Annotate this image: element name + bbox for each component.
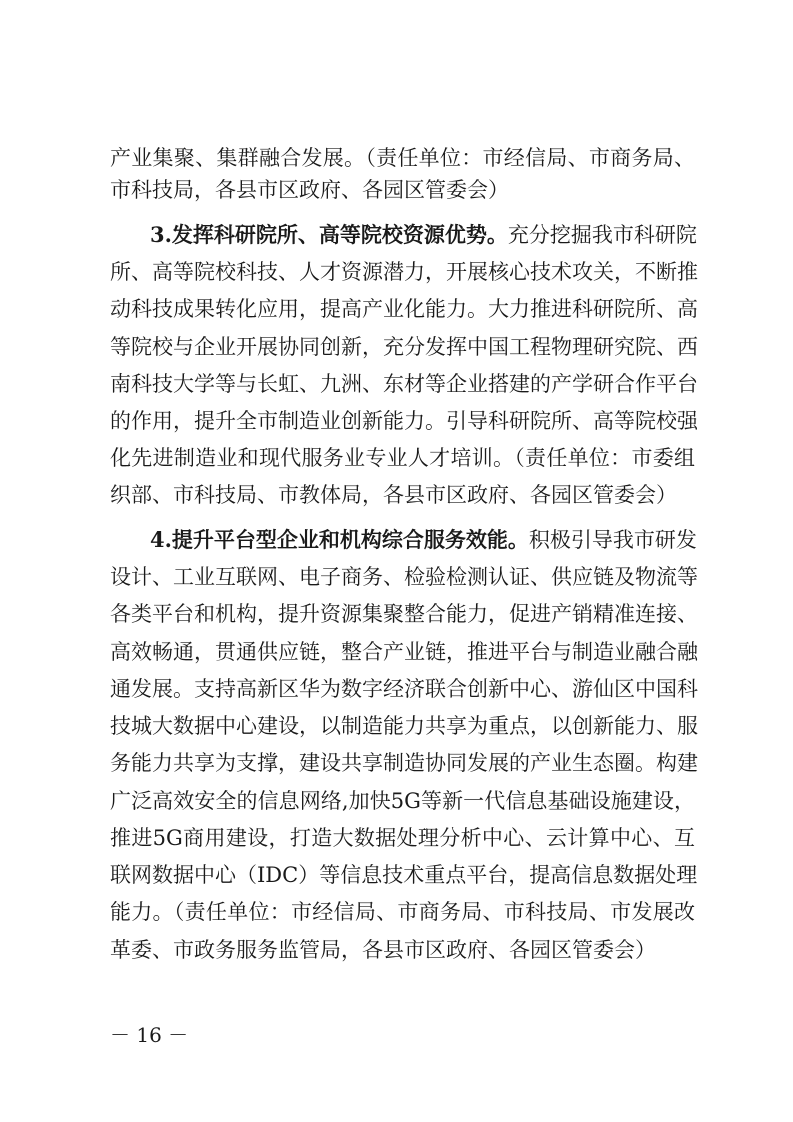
paragraph-line: 化先进制造业和现代服务业专业人才培训。（责任单位：市委组 — [110, 446, 695, 470]
paragraph-line: 的作用，提升全市制造业创新能力。引导科研院所、高等院校强 — [110, 409, 698, 433]
item-3-first-line — [150, 221, 695, 249]
item-4-first-line — [150, 526, 695, 554]
item-4-text: 积极引导我市研发 — [528, 528, 697, 552]
paragraph-line: 高效畅通，贯通供应链，整合产业链，推进平台与制造业融合融 — [110, 640, 698, 664]
page-number: － 16 － — [110, 1023, 189, 1047]
paragraph-line: 革委、市政务服务监管局，各县市区政府、各园区管委会） — [110, 938, 656, 962]
paragraph-line: 动科技成果转化应用，提高产业化能力。大力推进科研院所、高 — [110, 297, 698, 321]
paragraph-line: 推进5G商用建设，打造大数据处理分析中心、云计算中心、互 — [110, 826, 695, 850]
paragraph-line: 务能力共享为支撑，建设共享制造协同发展的产业生态圈。构建 — [110, 751, 698, 775]
paragraph-line: 市科技局，各县市区政府、各园区管委会） — [110, 178, 509, 202]
paragraph-line: 南科技大学等与长虹、九洲、东材等企业搭建的产学研合作平台 — [110, 372, 698, 396]
paragraph-line: 所、高等院校科技、人才资源潜力，开展核心技术攻关，不断推 — [110, 260, 698, 284]
paragraph-line: 织部、市科技局、市教体局，各县市区政府、各园区管委会） — [110, 483, 677, 507]
item-3-text: 充分挖掘我市科研院 — [507, 223, 697, 247]
paragraph-line: 通发展。支持高新区华为数字经济联合创新中心、游仙区中国科 — [110, 677, 698, 701]
paragraph-line: 联网数据中心（IDC）等信息技术重点平台，提高信息数据处理 — [110, 863, 698, 887]
paragraph-line: 等院校与企业开展协同创新，充分发挥中国工程物理研究院、西 — [110, 335, 698, 359]
paragraph-line: 技城大数据中心建设，以制造能力共享为重点，以创新能力、服 — [110, 714, 698, 738]
paragraph-line: 产业集聚、集群融合发展。（责任单位：市经信局、市商务局、 — [110, 146, 695, 170]
item-4-heading: 4.提升平台型企业和机构综合服务效能。 — [150, 527, 529, 552]
item-3-heading: 3.发挥科研院所、高等院校资源优势。 — [150, 222, 508, 247]
paragraph-line: 各类平台和机构，提升资源集聚整合能力，促进产销精准连接、 — [110, 602, 698, 626]
paragraph-line: 设计、工业互联网、电子商务、检验检测认证、供应链及物流等 — [110, 565, 698, 589]
paragraph-line: 广泛高效安全的信息网络,加快5G等新一代信息基础设施建设， — [110, 789, 695, 813]
paragraph-line: 能力。（责任单位：市经信局、市商务局、市科技局、市发展改 — [110, 900, 695, 924]
